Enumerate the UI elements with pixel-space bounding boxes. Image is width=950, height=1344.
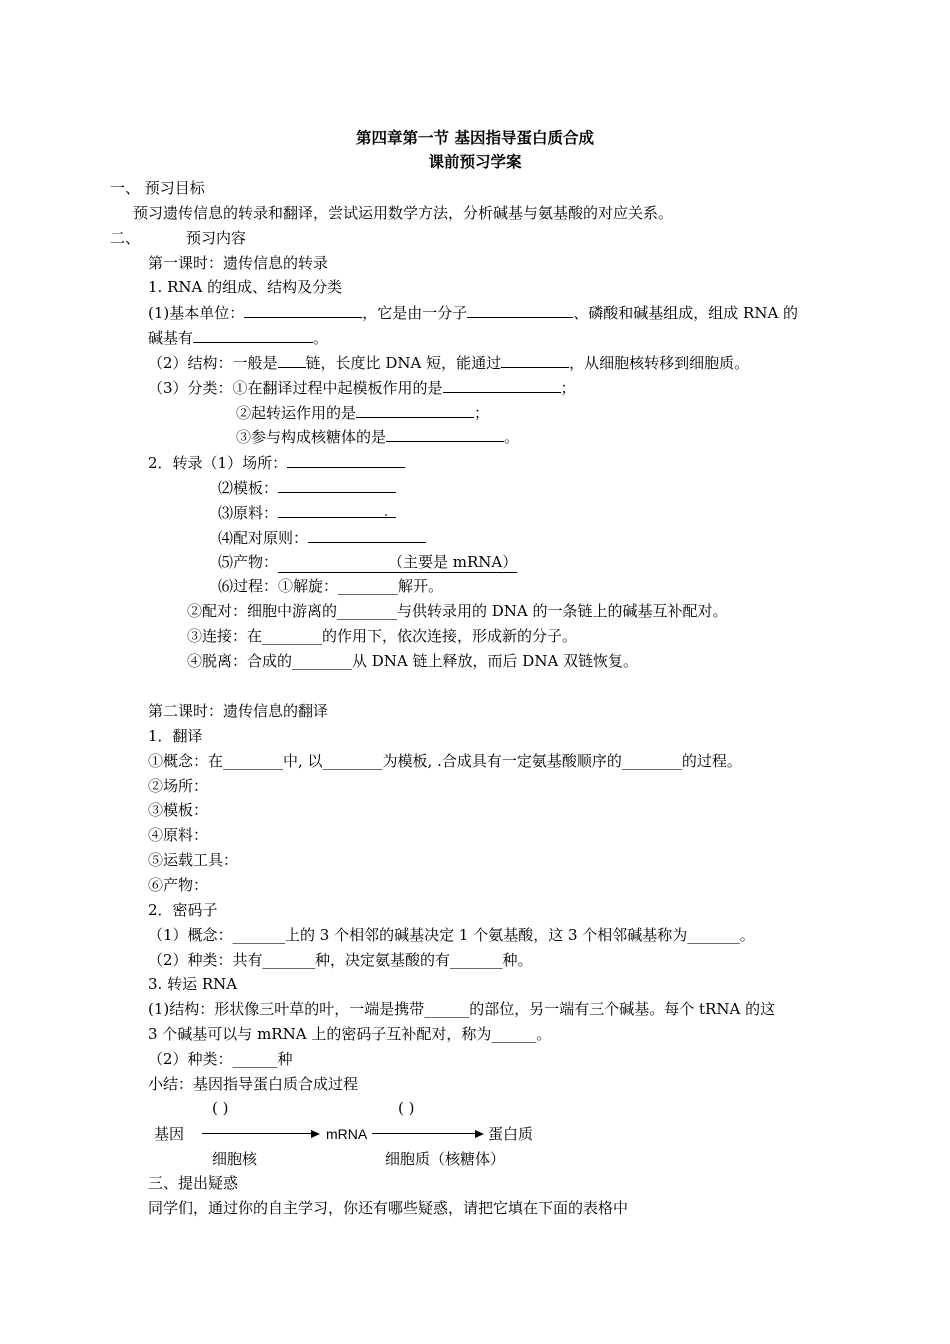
blank-field[interactable]: [278, 502, 396, 518]
preview-goal: 预习遗传信息的转录和翻译，尝试运用数学方法，分析碱基与氨基酸的对应关系。: [133, 204, 674, 222]
diagram-protein: 蛋白质: [488, 1125, 534, 1143]
section-1-heading: 一、 预习目标: [110, 179, 205, 197]
lesson-2-title: 第二课时：遗传信息的翻译: [148, 702, 329, 720]
section-3-heading: 三、提出疑惑: [148, 1174, 239, 1192]
rna-class-line-1: （3）分类：①在翻译过程中起模板作用的是 ；: [148, 379, 576, 397]
diagram-paren-2: ( ): [398, 1099, 415, 1117]
rna-class-line-2: ②起转运作用的是 ；: [236, 404, 490, 422]
translation-template: ③模板：: [148, 801, 209, 819]
transcription-material: ⑶原料：: [218, 502, 396, 523]
page-subtitle: 课前预习学案: [428, 152, 522, 171]
page-title: 第四章第一节 基因指导蛋白质合成: [356, 128, 594, 147]
translation-concept: ①概念：在________中, 以________为模板, .合成具有一定氨基酸顺序的________的过程。: [148, 752, 742, 770]
rna-unit-line: (1)基本单位： ，它是由一分子 、磷酸和碱基组成，组成 RNA 的: [148, 304, 799, 322]
transcription-product: ⑸产物： （主要是 mRNA）: [218, 553, 518, 571]
rna-class-line-3: ③参与构成核糖体的是 。: [236, 428, 520, 446]
arrow-gene-to-mrna: [202, 1133, 312, 1134]
codon-heading: 2．密码子: [148, 901, 218, 919]
rna-heading: 1. RNA 的组成、结构及分类: [148, 278, 343, 296]
transcription-release: ④脱离：合成的________从 DNA 链上释放，而后 DNA 双链恢复。: [187, 652, 639, 670]
section-3-text: 同学们，通过你的自主学习，你还有哪些疑惑，请把它填在下面的表格中: [148, 1199, 629, 1217]
translation-material: ④原料：: [148, 826, 209, 844]
blank-field[interactable]: [278, 352, 306, 368]
trna-heading: 3. 转运 RNA: [148, 975, 238, 993]
diagram-mrna: mRNA: [326, 1126, 368, 1142]
section-2-number: 二、: [110, 229, 141, 247]
blank-field[interactable]: [287, 452, 405, 468]
rna-base-line: 碱基有 。: [148, 329, 329, 347]
arrow-head-icon: [475, 1130, 484, 1138]
transcription-pairing: ②配对：细胞中游离的________与供转录用的 DNA 的一条链上的碱基互补配对。: [187, 602, 728, 620]
trna-structure-2: 3 个碱基可以与 mRNA 上的密码子互补配对，称为______。: [148, 1025, 552, 1043]
diagram-location-cytoplasm: 细胞质（核糖体）: [385, 1150, 506, 1168]
blank-field[interactable]: [443, 377, 561, 393]
diagram-location-nucleus: 细胞核: [212, 1150, 258, 1168]
translation-heading: 1．翻译: [148, 727, 203, 745]
blank-field[interactable]: [278, 477, 396, 493]
diagram-paren-1: ( ): [212, 1099, 229, 1117]
translation-carrier: ⑤运载工具：: [148, 851, 239, 869]
transcription-template: ⑵模板：: [218, 477, 396, 498]
codon-types: （2）种类：共有_______种，决定氨基酸的有_______种。: [148, 951, 533, 969]
arrow-mrna-to-protein: [372, 1133, 476, 1134]
stray-mark: [385, 514, 387, 516]
section-2-heading: [110, 228, 246, 248]
transcription-linking: ③连接：在________的作用下，依次连接，形成新的分子。: [187, 627, 578, 645]
codon-concept: （1）概念：_______上的 3 个相邻的碱基决定 1 个氨基酸，这 3 个相邻碱基称为_______。: [148, 926, 755, 944]
blank-field[interactable]: [193, 327, 313, 343]
transcription-pairing-rule: ⑷配对原则：: [218, 527, 426, 548]
section-2-title: 预习内容: [186, 229, 247, 247]
translation-site: ②场所：: [148, 777, 209, 795]
blank-field[interactable]: [501, 352, 569, 368]
blank-field[interactable]: [308, 527, 426, 543]
summary-heading: 小结：基因指导蛋白质合成过程: [148, 1075, 359, 1093]
rna-structure-line: （2）结构：一般是 链，长度比 DNA 短，能通过 ，从细胞核转移到细胞质。: [148, 354, 750, 372]
blank-field[interactable]: [244, 302, 362, 318]
diagram-gene: 基因: [154, 1125, 185, 1143]
transcription-site: 2．转录（1）场所：: [148, 452, 405, 473]
arrow-head-icon: [311, 1130, 320, 1138]
trna-types: （2）种类：______种: [148, 1050, 293, 1068]
blank-field[interactable]: [356, 402, 474, 418]
lesson-1-title: 第一课时：遗传信息的转录: [148, 254, 329, 272]
translation-product: ⑥产物：: [148, 876, 209, 894]
blank-field[interactable]: [386, 426, 504, 442]
transcription-process: ⑹过程：①解旋：________解开。: [218, 577, 444, 595]
blank-field[interactable]: [467, 302, 573, 318]
trna-structure-1: (1)结构：形状像三叶草的叶，一端是携带______的部位，另一端有三个碱基。每个 tRNA 的这: [148, 1000, 776, 1018]
